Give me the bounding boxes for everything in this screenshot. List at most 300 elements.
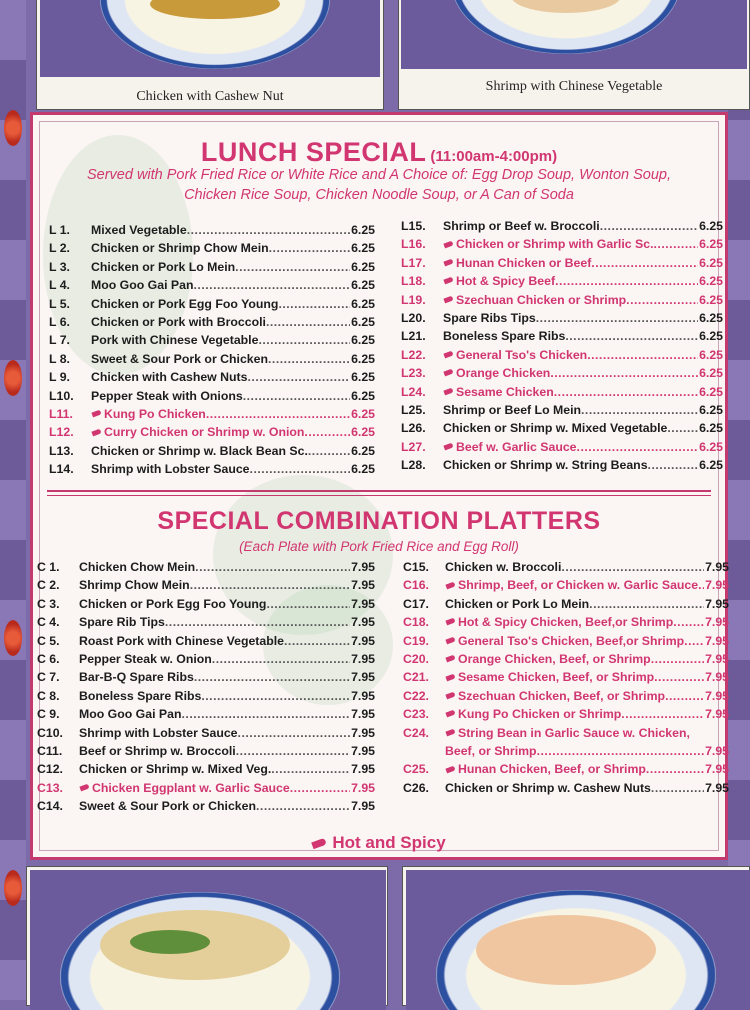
lunch-title: LUNCH SPECIAL: [200, 137, 427, 167]
item-name-text: Chicken or Shrimp w. Cashew Nuts: [445, 780, 651, 795]
item-name-text: Chicken w. Broccoli: [445, 560, 562, 574]
item-number: C22.: [403, 688, 429, 703]
item-price: 7.95: [351, 725, 375, 740]
leader-dots: [256, 797, 350, 815]
item-number: L12.: [49, 425, 74, 440]
item-number: C13.: [37, 780, 63, 795]
item-number: L 6.: [49, 314, 70, 329]
item-price: 7.95: [351, 596, 375, 611]
menu-item: [49, 405, 375, 423]
leader-dots: [187, 221, 350, 239]
floral-strip-left: [0, 0, 26, 1000]
item-name: [443, 438, 577, 456]
menu-item: [401, 401, 723, 419]
item-name: [79, 558, 195, 576]
menu-item: [403, 705, 729, 723]
item-number: L 1.: [49, 223, 70, 237]
item-price: 6.25: [699, 274, 723, 289]
menu-item: [37, 705, 375, 723]
item-number: C 5.: [37, 633, 60, 648]
item-number: L18.: [401, 274, 426, 289]
menu-item: [49, 460, 375, 478]
leader-dots: [673, 613, 704, 631]
floral-strip-right: [728, 0, 750, 1000]
leader-dots: [565, 327, 698, 345]
item-name: [443, 364, 550, 382]
item-name-text: Kung Po Chicken: [104, 406, 206, 421]
item-price: 7.95: [351, 688, 375, 703]
item-name-text: Chicken Chow Mein: [79, 560, 196, 574]
item-name: [79, 576, 190, 594]
menu-item: [37, 613, 375, 631]
leader-dots: [591, 254, 698, 272]
item-name: [443, 291, 626, 309]
item-name-text: Beef or Shrimp w. Broccoli: [79, 743, 236, 758]
item-name-text: Chicken with Cashew Nuts: [91, 370, 248, 385]
item-name-text: Shrimp with Lobster Sauce: [91, 462, 250, 477]
item-name: [91, 331, 258, 349]
item-number: C23.: [403, 707, 429, 722]
item-price: 7.95: [705, 780, 729, 795]
item-number: L20.: [401, 310, 426, 325]
item-name: [443, 401, 581, 419]
item-price: 7.95: [705, 560, 729, 574]
pepper-icon: [91, 428, 101, 436]
item-number: C 2.: [37, 578, 60, 593]
item-name: [443, 456, 648, 474]
pepper-icon: [445, 765, 455, 773]
item-name-text: General Tso's Chicken: [456, 347, 588, 362]
item-name-cont: Beef, or Shrimp: [445, 743, 537, 758]
section-divider: [47, 495, 711, 496]
item-price: 6.25: [351, 314, 375, 329]
pepper-icon: [443, 387, 453, 395]
leader-dots: [278, 295, 350, 313]
leader-dots: [206, 405, 350, 423]
item-price: 6.25: [351, 370, 375, 385]
item-number: L 5.: [49, 296, 70, 311]
menu-item: [49, 258, 375, 276]
leader-dots: [266, 313, 350, 331]
item-price: 7.95: [351, 578, 375, 593]
item-name: [91, 460, 250, 478]
item-number: L 2.: [49, 241, 70, 256]
leader-dots: [247, 368, 350, 386]
item-price: 6.25: [351, 443, 375, 458]
item-name-text: Chicken or Pork with Broccoli: [91, 314, 266, 329]
item-number: L24.: [401, 384, 426, 399]
item-name-text: Sesame Chicken: [456, 384, 554, 399]
leader-dots: [194, 668, 350, 686]
pepper-icon: [443, 295, 453, 303]
item-number: L13.: [49, 443, 74, 458]
leader-dots: [653, 235, 698, 253]
item-name-text: Kung Po Chicken or Shrimp: [458, 707, 622, 722]
leader-dots: [561, 558, 704, 576]
item-number: C 4.: [37, 615, 60, 630]
item-number: L27.: [401, 439, 426, 454]
menu-item: [37, 576, 375, 594]
menu-item: [49, 423, 375, 441]
leader-dots: [536, 309, 698, 327]
item-number: L26.: [401, 421, 426, 436]
item-price: 7.95: [705, 596, 729, 611]
item-name: [445, 668, 654, 686]
lunch-list-right: [401, 217, 723, 474]
item-number: C17.: [403, 596, 429, 611]
item-price: 7.95: [705, 707, 729, 722]
menu-item: [401, 272, 723, 290]
combo-list-right: [403, 558, 729, 797]
item-name-text: Chicken or Shrimp with Garlic Sc.: [456, 237, 654, 252]
item-number: C 9.: [37, 707, 60, 722]
item-price: 6.25: [699, 402, 723, 417]
leader-dots: [269, 239, 350, 257]
menu-item: [401, 291, 723, 309]
menu-item: [49, 313, 375, 331]
pepper-icon: [443, 240, 453, 248]
leader-dots: [648, 456, 699, 474]
item-price: 7.95: [351, 560, 375, 574]
item-name: [91, 258, 235, 276]
item-price: 7.95: [351, 799, 375, 814]
item-number: L28.: [401, 458, 426, 473]
item-price: 7.95: [351, 651, 375, 666]
flower-decoration: [4, 360, 22, 396]
pepper-icon: [443, 351, 453, 359]
food-photo: [401, 0, 747, 69]
item-number: C26.: [403, 780, 429, 795]
menu-item: [49, 221, 375, 239]
item-name-text: Chicken or Pork Lo Mein: [91, 259, 236, 274]
item-name-text: Shrimp Chow Mein: [79, 578, 190, 593]
menu-item: [49, 295, 375, 313]
item-number: L15.: [401, 219, 426, 233]
item-name-text: Chicken or Shrimp w. Black Bean Sc.: [91, 443, 308, 458]
menu-item: [403, 632, 729, 650]
menu-item: [49, 442, 375, 460]
item-price: 6.25: [351, 351, 375, 366]
menu-item: [37, 595, 375, 613]
menu-item: [401, 438, 723, 456]
leader-dots: [268, 350, 350, 368]
item-name-text: Curry Chicken or Shrimp w. Onion: [104, 425, 305, 440]
item-price: 7.95: [705, 688, 729, 703]
pepper-icon: [445, 692, 455, 700]
menu-item: [401, 419, 723, 437]
item-name-text: Pepper Steak with Onions: [91, 388, 243, 403]
item-number: C 3.: [37, 596, 60, 611]
item-number: L16.: [401, 237, 426, 252]
item-name: [79, 632, 284, 650]
item-name-text: Sweet & Sour Pork or Chicken: [79, 799, 256, 814]
hot-spicy-legend: [33, 833, 725, 853]
item-name-text: Pepper Steak w. Onion: [79, 651, 212, 666]
item-number: L 3.: [49, 259, 70, 274]
item-number: C19.: [403, 633, 429, 648]
item-name-text: Boneless Spare Ribs: [443, 329, 566, 344]
item-price: 6.25: [699, 310, 723, 325]
item-number: L19.: [401, 292, 426, 307]
lunch-hours: (11:00am-4:00pm): [430, 148, 558, 165]
item-name: [443, 346, 587, 364]
item-number: C16.: [403, 578, 429, 593]
leader-dots: [651, 650, 704, 668]
item-number: C21.: [403, 670, 429, 685]
menu-item: [49, 276, 375, 294]
leader-dots: [266, 595, 350, 613]
lunch-subtitle-line1: Served with Pork Fried Rice or White Rice and A Choice of: Egg Drop Soup, Wonton Soup,: [86, 167, 672, 183]
menu-item: [49, 387, 375, 405]
item-price: 6.25: [699, 384, 723, 399]
item-name-text: Spare Ribs Tips: [443, 310, 536, 325]
item-name: [79, 705, 181, 723]
item-price: 6.25: [351, 406, 375, 421]
menu-item: [37, 797, 375, 815]
menu-item: [37, 558, 375, 576]
photo-frame-top-left: [36, 0, 384, 110]
item-price: 7.95: [705, 578, 729, 593]
item-name-text: General Tso's Chicken, Beef,or Shrimp: [458, 633, 685, 648]
item-name: [79, 668, 194, 686]
leader-dots: [554, 383, 698, 401]
item-name: [91, 221, 187, 239]
item-number: C24.: [403, 725, 429, 740]
item-name: [79, 742, 236, 760]
menu-item: [37, 687, 375, 705]
menu-item: [401, 309, 723, 327]
item-name: [79, 595, 266, 613]
item-number: C 8.: [37, 688, 60, 703]
menu-item: [49, 239, 375, 257]
item-number: C12.: [37, 762, 63, 777]
item-price: 7.95: [705, 615, 729, 630]
item-name: [91, 423, 304, 441]
item-price: 6.25: [699, 347, 723, 362]
photo-caption: Chicken with Cashew Nut: [136, 89, 284, 104]
menu-item: [401, 327, 723, 345]
item-name: [443, 272, 555, 290]
pepper-icon: [445, 710, 455, 718]
item-name-text: Szechuan Chicken, Beef, or Shrimp: [458, 688, 666, 703]
leader-dots: [290, 779, 350, 797]
pepper-icon: [445, 581, 455, 589]
menu-item: [37, 632, 375, 650]
lunch-list-left: [49, 221, 375, 478]
item-number: C 6.: [37, 651, 60, 666]
item-number: L 4.: [49, 278, 70, 293]
menu-item: [49, 368, 375, 386]
menu-item-continuation: [403, 742, 729, 760]
item-name: [445, 613, 673, 631]
item-number: C14.: [37, 799, 63, 814]
leader-dots: [537, 742, 705, 760]
item-price: 7.95: [351, 633, 375, 648]
leader-dots: [284, 632, 350, 650]
item-name: [79, 797, 256, 815]
menu-panel: [30, 112, 728, 860]
leader-dots: [600, 217, 698, 235]
item-name: [91, 239, 269, 257]
flower-decoration: [4, 870, 22, 906]
item-price: 7.95: [705, 762, 729, 777]
item-price: 7.95: [705, 633, 729, 648]
item-name: [91, 295, 278, 313]
combo-subtitle: (Each Plate with Pork Fried Rice and Egg Roll): [239, 539, 519, 554]
pepper-icon: [445, 636, 455, 644]
flower-decoration: [4, 620, 22, 656]
item-price: 7.95: [351, 670, 375, 685]
item-number: C 1.: [37, 560, 60, 574]
item-name: [79, 760, 271, 778]
leader-dots: [621, 705, 704, 723]
item-name-text: Moo Goo Gai Pan: [79, 707, 182, 722]
menu-item: [37, 724, 375, 742]
item-number: C11.: [37, 743, 63, 758]
photo-frame-bottom-left: [26, 866, 388, 1006]
item-name-text: Bar-B-Q Spare Ribs: [79, 670, 194, 685]
item-name: [91, 350, 268, 368]
menu-item: [403, 558, 729, 576]
item-name-text: Hot & Spicy Beef: [456, 274, 556, 289]
item-name-text: Chicken or Shrimp w. Mixed Vegetable: [443, 421, 668, 436]
leader-dots: [243, 387, 350, 405]
item-name: [445, 558, 561, 576]
menu-item: [403, 687, 729, 705]
menu-item: [403, 760, 729, 778]
item-name-text: Spare Rib Tips: [79, 615, 165, 630]
menu-item: [37, 760, 375, 778]
item-name: [91, 313, 266, 331]
pepper-icon: [443, 369, 453, 377]
leader-dots: [258, 331, 350, 349]
pepper-icon: [312, 838, 328, 849]
menu-item: [37, 779, 375, 797]
item-name: [79, 687, 201, 705]
leader-dots: [250, 460, 351, 478]
lunch-header: [33, 137, 725, 168]
leader-dots: [304, 423, 350, 441]
leader-dots: [193, 276, 350, 294]
item-name: [443, 419, 667, 437]
menu-item: [401, 217, 723, 235]
item-name: [445, 576, 698, 594]
item-name-text: Shrimp or Beef w. Broccoli: [443, 219, 600, 233]
item-price: 6.25: [699, 219, 723, 233]
item-number: C25.: [403, 762, 429, 777]
item-name: [445, 760, 646, 778]
item-name-text: Mixed Vegetable: [91, 223, 187, 237]
menu-item: [403, 650, 729, 668]
item-price: 6.25: [351, 296, 375, 311]
item-price: 6.25: [699, 237, 723, 252]
item-price: 6.25: [351, 223, 375, 237]
pepper-icon: [445, 655, 455, 663]
leader-dots: [667, 419, 698, 437]
menu-item: [403, 613, 729, 631]
pepper-icon: [443, 443, 453, 451]
legend-label: Hot and Spicy: [332, 833, 446, 852]
leader-dots: [626, 291, 698, 309]
item-price: 6.25: [699, 292, 723, 307]
leader-dots: [308, 442, 350, 460]
menu-item: [37, 650, 375, 668]
item-name-text: Shrimp with Lobster Sauce: [79, 725, 238, 740]
item-price: 6.25: [351, 425, 375, 440]
item-name: [79, 779, 290, 797]
item-price: 6.25: [351, 259, 375, 274]
item-name-text: Hunan Chicken, Beef, or Shrimp: [458, 762, 646, 777]
item-number: L 8.: [49, 351, 70, 366]
lunch-subtitle-line2: Chicken Rice Soup, Chicken Noodle Soup, or A Can of Soda: [184, 187, 574, 203]
leader-dots: [195, 558, 350, 576]
item-name-text: Chicken Eggplant w. Garlic Sauce: [92, 780, 290, 795]
item-name-text: Orange Chicken, Beef, or Shrimp: [458, 651, 651, 666]
item-name: [445, 632, 684, 650]
section-divider: [47, 490, 711, 492]
leader-dots: [238, 724, 351, 742]
pepper-icon: [445, 673, 455, 681]
item-price: 6.25: [351, 388, 375, 403]
menu-item: [49, 350, 375, 368]
menu-item: [401, 364, 723, 382]
item-number: C15.: [403, 560, 429, 574]
item-price: 6.25: [351, 462, 375, 477]
item-name: [79, 650, 212, 668]
item-name: [443, 383, 554, 401]
combo-title: SPECIAL COMBINATION PLATTERS: [157, 507, 601, 535]
food-photo: [406, 870, 750, 1010]
item-name: [445, 705, 621, 723]
item-name: [91, 368, 247, 386]
leader-dots: [577, 438, 699, 456]
item-number: C10.: [37, 725, 63, 740]
item-number: L25.: [401, 402, 426, 417]
photo-frame-top-right: [398, 0, 750, 110]
leader-dots: [236, 742, 350, 760]
menu-item: [401, 456, 723, 474]
menu-item: [403, 595, 729, 613]
item-name-text: Chicken or Shrimp Chow Mein: [91, 241, 269, 256]
item-name-text: Shrimp or Beef Lo Mein: [443, 402, 582, 417]
item-price: 7.95: [351, 743, 375, 758]
item-price: 7.95: [351, 762, 375, 777]
item-name: [91, 405, 206, 423]
menu-item: [401, 235, 723, 253]
combo-list-left: [37, 558, 375, 815]
item-name-text: Sesame Chicken, Beef, or Shrimp: [458, 670, 655, 685]
item-name: [445, 779, 651, 797]
leader-dots: [212, 650, 350, 668]
item-price: 6.25: [699, 329, 723, 344]
leader-dots: [201, 687, 350, 705]
item-price: 7.95: [705, 651, 729, 666]
item-name-text: Boneless Spare Ribs: [79, 688, 202, 703]
food-photo: [40, 0, 380, 77]
pepper-icon: [79, 784, 89, 792]
menu-item: [403, 724, 729, 742]
pepper-icon: [445, 618, 455, 626]
item-name-text: Sweet & Sour Pork or Chicken: [91, 351, 268, 366]
leader-dots: [665, 687, 704, 705]
pepper-icon: [443, 259, 453, 267]
menu-item: [49, 331, 375, 349]
item-name: [445, 650, 651, 668]
item-name-text: Chicken or Pork Lo Mein: [445, 596, 590, 611]
menu-item: [401, 254, 723, 272]
menu-item: [37, 742, 375, 760]
item-number: L21.: [401, 329, 426, 344]
